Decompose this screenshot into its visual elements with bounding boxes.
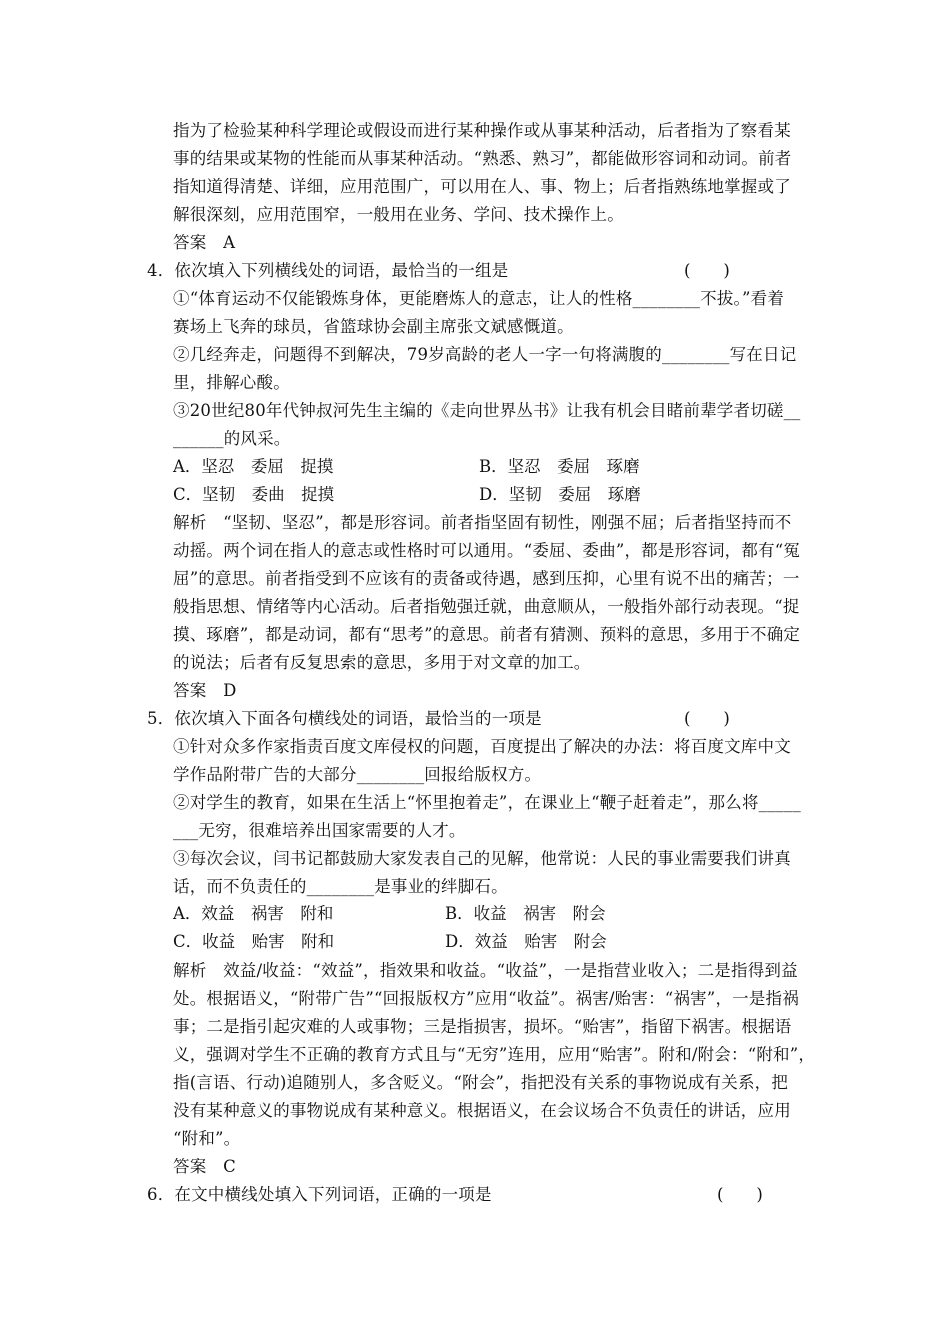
analysis-line: 处。根据语义，“附带广告”“回报版权方”应用“收益”。祸害/贻害：“祸害”，一是指祸 — [173, 989, 799, 1008]
answer-bracket: ( ) — [717, 1185, 763, 1204]
option-b: B．坚忍 委屈 琢磨 — [479, 457, 640, 476]
question-4-stem: 4．依次填入下列横线处的词语，最恰当的一组是 — [147, 261, 509, 280]
analysis-line: 没有某种意义的事物说成有某种意义。根据语义，在会议场合不负责任的讲话，应用 — [173, 1101, 791, 1120]
question-5-item: ②对学生的教育，如果在生活上“怀里抱着走”，在课业上“鞭子赶着走”，那么将_____ — [173, 793, 801, 812]
question-4-item: ①“体育运动不仅能锻炼身体，更能磨炼人的意志，让人的性格________不拔。”看着 — [173, 289, 785, 308]
answer-bracket: ( ) — [684, 709, 730, 728]
analysis-line: 摸、琢磨”，都是动词，都有“思考”的意思。前者有猜测、预料的意思，多用于不确定 — [173, 625, 801, 644]
analysis-line: 动摇。两个词在指人的意志或性格时可以通用。“委屈、委曲”，都是形容词，都有“冤 — [173, 541, 801, 560]
question-4-item: ______的风采。 — [173, 429, 291, 448]
question-5-item: ①针对众多作家指责百度文库侵权的问题，百度提出了解决的办法：将百度文库中文 — [173, 737, 791, 756]
answer-bracket: ( ) — [684, 261, 730, 280]
analysis-line: 的说法；后者有反复思索的意思，多用于对文章的加工。 — [173, 653, 591, 672]
question-4-item: 里，排解心酸。 — [173, 373, 290, 392]
question-4-item: ③20世纪80年代钟叔河先生主编的《走向世界丛书》让我有机会目睹前辈学者切磋__ — [173, 401, 801, 420]
answer-line: 答案 D — [173, 681, 237, 700]
text-line: 指为了检验某种科学理论或假设而进行某种操作或从事某种活动，后者指为了察看某 — [173, 121, 791, 140]
analysis-line: 义，强调对学生不正确的教育方式且与“无穷”连用，应用“贻害”。附和/附会：“附和”， — [173, 1045, 816, 1064]
answer-line: 答案 A — [173, 233, 236, 252]
question-5-item: ___无穷，很难培养出国家需要的人才。 — [173, 821, 466, 840]
analysis-line: 般指思想、情绪等内心活动。后者指勉强迁就，曲意顺从，一般指外部行动表现。“捉 — [173, 597, 800, 616]
question-5-item: ③每次会议，闫书记都鼓励大家发表自己的见解，他常说：人民的事业需要我们讲真 — [173, 849, 791, 868]
option-d: D．效益 贻害 附会 — [445, 932, 607, 951]
question-5-item: 话，而不负责任的________是事业的绊脚石。 — [173, 877, 508, 896]
text-line: 事的结果或某物的性能而从事某种活动。“熟悉、熟习”，都能做形容词和动词。前者 — [173, 149, 792, 168]
option-d: D．坚韧 委屈 琢磨 — [479, 485, 641, 504]
text-line: 解很深刻，应用范围窄，一般用在业务、学问、技术操作上。 — [173, 205, 624, 224]
analysis-line: 屈”的意思。前者指受到不应该有的责备或待遇，感到压抑，心里有说不出的痛苦；一 — [173, 569, 800, 588]
answer-line: 答案 C — [173, 1157, 236, 1176]
analysis-line: 解析 “坚韧、坚忍”，都是形容词。前者指坚固有韧性，刚强不屈；后者指坚持而不 — [173, 513, 792, 532]
question-5-item: 学作品附带广告的大部分________回报给版权方。 — [173, 765, 542, 784]
option-b: B．收益 祸害 附会 — [445, 904, 606, 923]
question-4-item: 赛场上飞奔的球员，省篮球协会副主席张文斌感慨道。 — [173, 317, 574, 336]
text-line: 指知道得清楚、详细，应用范围广，可以用在人、事、物上；后者指熟练地掌握或了 — [173, 177, 791, 196]
question-5-stem: 5．依次填入下面各句横线处的词语，最恰当的一项是 — [147, 709, 542, 728]
analysis-line: 指(言语、行动)追随别人，多含贬义。“附会”，指把没有关系的事物说成有关系，把 — [173, 1073, 789, 1092]
option-a: A．效益 祸害 附和 — [173, 904, 334, 923]
option-c: C．收益 贻害 附和 — [173, 932, 335, 951]
analysis-line: 解析 效益/收益：“效益”，指效果和收益。“收益”，一是指营业收入；二是指得到益 — [173, 961, 798, 980]
option-a: A．坚忍 委屈 捉摸 — [173, 457, 334, 476]
analysis-line: “附和”。 — [173, 1129, 241, 1148]
question-6-stem: 6．在文中横线处填入下列词语，正确的一项是 — [147, 1185, 492, 1204]
analysis-line: 事；二是指引起灾难的人或事物；三是指损害，损坏。“贻害”，指留下祸害。根据语 — [173, 1017, 792, 1036]
question-4-item: ②几经奔走，问题得不到解决，79岁高龄的老人一字一句将满腹的________写在日记 — [173, 345, 797, 364]
option-c: C．坚韧 委曲 捉摸 — [173, 485, 335, 504]
